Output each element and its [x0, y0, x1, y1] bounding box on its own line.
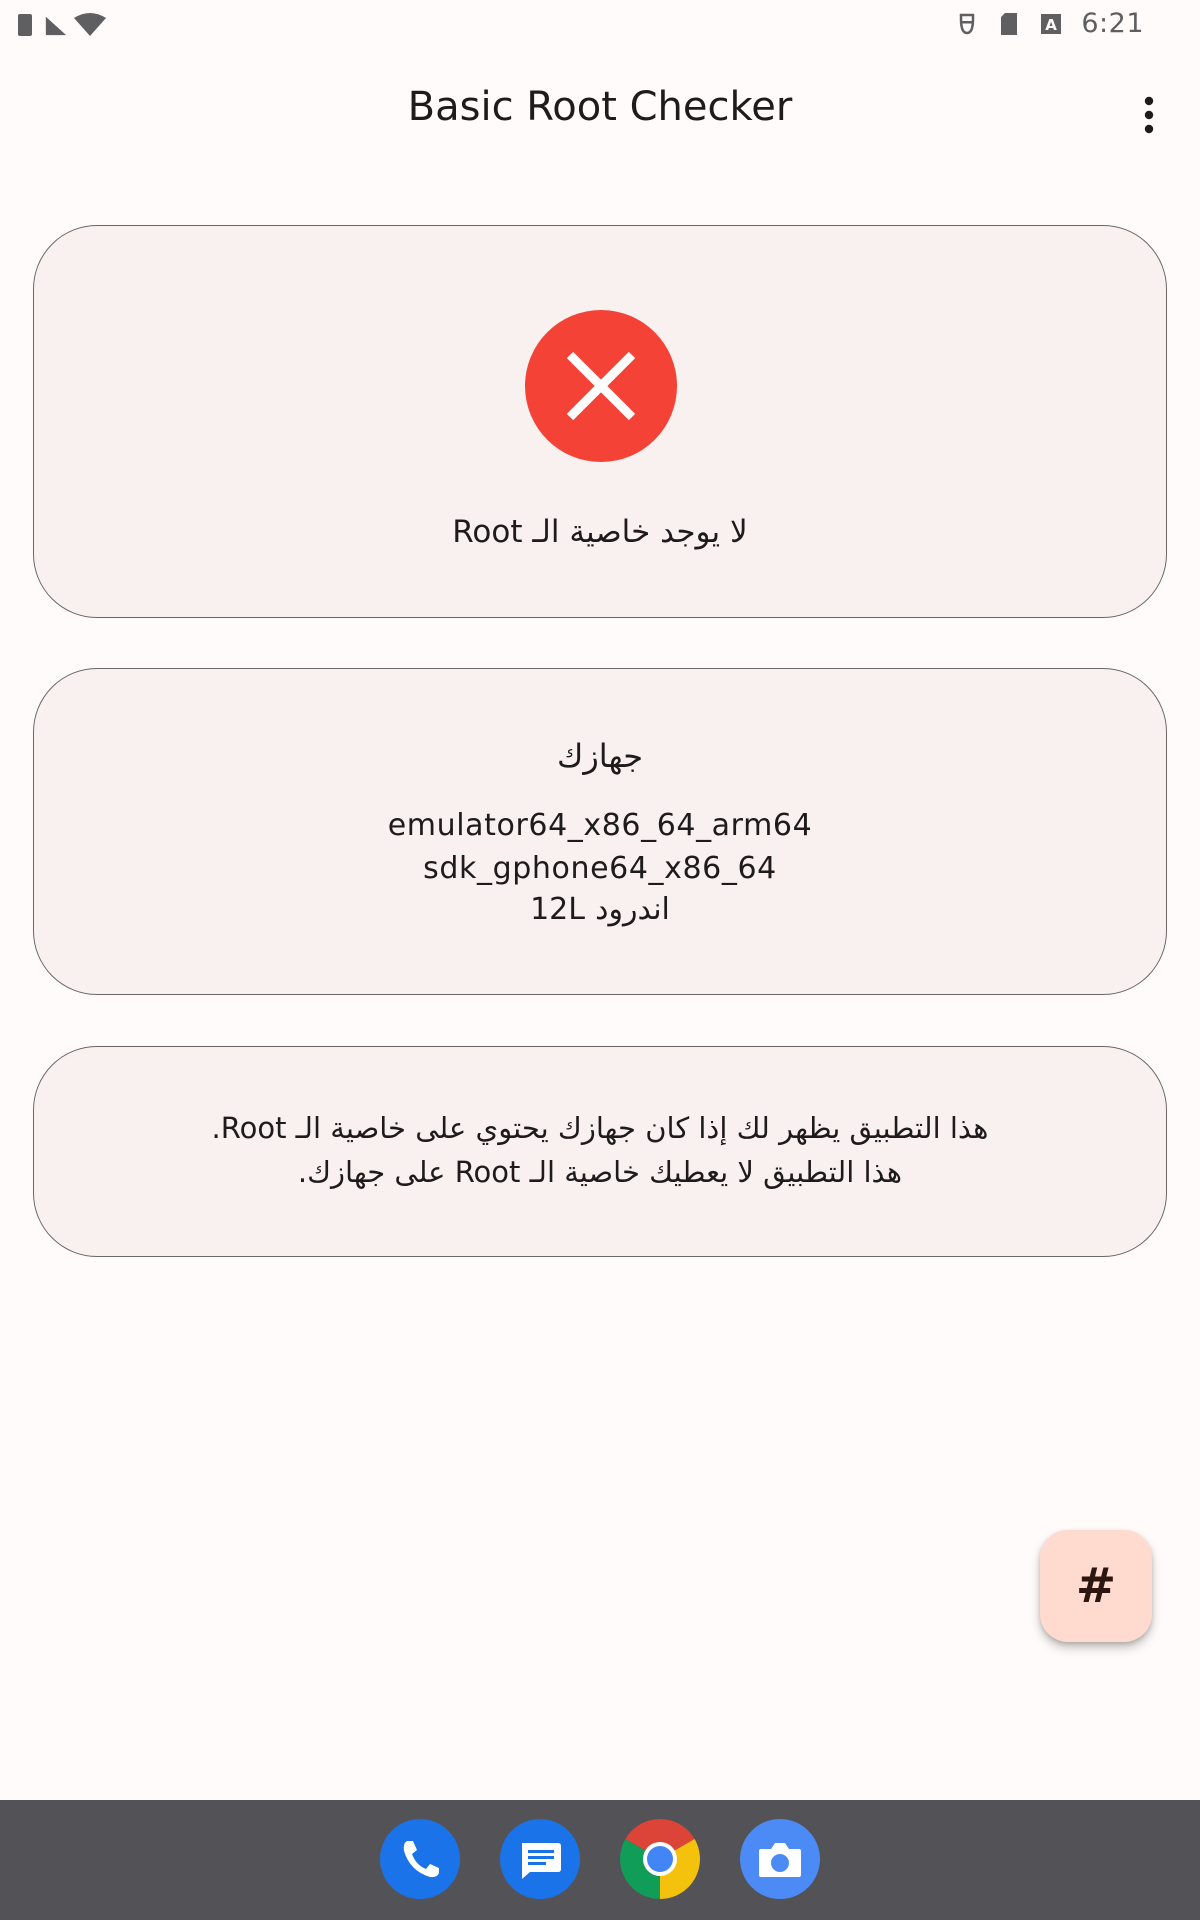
close-icon [525, 310, 677, 462]
chrome-app-button[interactable] [620, 1819, 700, 1899]
info-line: هذا التطبيق يظهر لك إذا كان جهازك يحتوي على خاصية الـ Root. [211, 1111, 989, 1145]
battery-icon [14, 12, 38, 38]
chrome-icon [620, 1819, 700, 1899]
hash-icon: # [1075, 1558, 1117, 1614]
device-title: جهازك [556, 737, 644, 775]
phone-icon [380, 1819, 460, 1899]
signal-icon [44, 12, 68, 38]
svg-text:A: A [1045, 15, 1058, 34]
app-bar [0, 52, 1200, 168]
taskbar [0, 1800, 1200, 1920]
messages-icon [500, 1819, 580, 1899]
camera-app-button[interactable] [740, 1819, 820, 1899]
wifi-icon [74, 12, 106, 38]
phone-app-button[interactable] [380, 1819, 460, 1899]
info-card [33, 1046, 1167, 1257]
keyboard-a-icon [1039, 11, 1063, 37]
messages-app-button[interactable] [500, 1819, 580, 1899]
root-status-message: لا يوجد خاصية الـ Root [452, 514, 748, 550]
device-info-card [33, 668, 1167, 995]
device-model: emulator64_x86_64_arm64 [387, 808, 813, 843]
status-bar [0, 0, 1200, 52]
info-line: هذا التطبيق لا يعطيك خاصية الـ Root على جهازك. [297, 1155, 903, 1189]
page-title: Basic Root Checker [407, 84, 793, 130]
android-version: اندرود 12L [530, 892, 670, 927]
sd-card-icon [997, 11, 1021, 37]
root-status-card [33, 225, 1167, 618]
debug-icon [955, 11, 979, 37]
root-status-indicator [525, 310, 677, 462]
device-product: sdk_gphone64_x86_64 [423, 851, 777, 886]
clock: 6:21 [1081, 8, 1144, 39]
hash-fab-button[interactable] [1040, 1530, 1152, 1642]
more-vert-icon[interactable] [1134, 92, 1164, 138]
camera-icon [740, 1819, 820, 1899]
